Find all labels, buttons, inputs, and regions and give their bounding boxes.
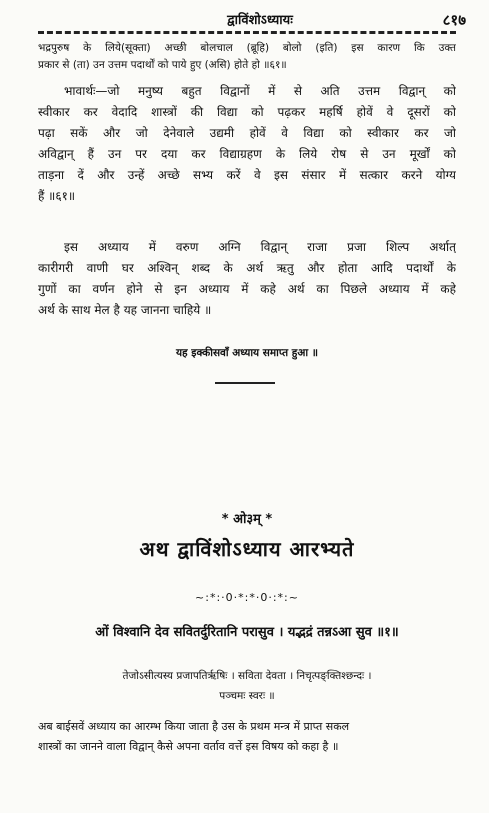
chapter-intro-paragraph: [38, 717, 456, 757]
text-line: भद्रपुरुष के लिये(सूक्ता) अच्छी बोलचाल (ब्रूहि) बोलो (इति) इस कारण कि उक्त: [38, 42, 456, 54]
text-line: इस अध्याय में वरुण अग्नि विद्वान् राजा प्रजा शिल्प अर्थात्: [64, 240, 456, 254]
text-line: हैं ॥६१॥: [38, 189, 76, 203]
verse-metadata-line: तेजोऽसीत्यस्य प्रजापतिर्ऋषिः । सविता देवता । निचृत्पङ्क्तिश्छन्दः ।: [122, 670, 372, 682]
page-number: ८१७: [442, 11, 466, 29]
text-line: अब बाईसवें अध्याय का आरम्भ किया जाता है उस के प्रथम मन्त्र में प्राप्त सकल: [38, 720, 350, 733]
text-line: अर्थ के साथ मेल है यह जानना चाहिये ॥: [38, 303, 212, 317]
mantra-verse: ओं विश्वानि देव सवितर्दुरितानि परासुव । यद्भद्रं तन्नऽआ सुव ॥१॥: [95, 625, 399, 640]
text-line: अविद्वान् हैं उन पर दया कर विद्याग्रहण के लिये रोष से उन मूर्खों को: [38, 147, 456, 161]
chapter-summary-paragraph: [38, 237, 456, 321]
text-line: ताड़ना दें और उन्हें अच्छे सभ्य करें वे इस संसार में सत्कार करने योग्य: [38, 168, 456, 182]
text-line: गुणों का वर्णन होने से इन अध्याय में कहे अर्थ का पिछले अध्याय में कहे: [38, 282, 456, 296]
ornament-divider: ~:*:·0·*:*·0·:*:~: [195, 591, 299, 604]
om-invocation: * ओ३म् *: [221, 512, 273, 527]
bhavartha-paragraph: [38, 81, 456, 207]
text-line: प्रकार से (ता) उन उत्तम पदार्थों को पाये हुए (असि) होते हो ॥६१॥: [38, 59, 287, 71]
text-line: स्वीकार कर वेदादि शास्त्रों की विद्या को पढ़कर महर्षि होवें वे दूसरों को: [38, 105, 456, 119]
text-line: भावार्थः—जो मनुष्य बहुत विद्वानों में से अति उत्तम विद्वान् को: [64, 84, 456, 98]
text-line: पढ़ा सकें और जो देनेवाले उद्यमी होवें वे विद्या को स्वीकार कर जो: [38, 126, 456, 140]
section-divider: [215, 382, 275, 384]
header-rule: [38, 31, 456, 34]
chapter-end-note: यह इक्कीसवाँ अध्याय समाप्त हुआ ॥: [175, 347, 319, 359]
verse-metadata-line: पञ्चमः स्वरः ॥: [219, 690, 275, 702]
text-line: शास्त्रों का जानने वाला विद्वान् कैसे अपना वर्ताव वर्त्ते इस विषय को कहा है ॥: [38, 740, 339, 753]
running-header-title: द्वाविंशोऽध्यायः: [227, 13, 293, 28]
chapter-title: अथ द्वाविंशोऽध्याय आरभ्यते: [139, 537, 355, 561]
text-line: कारीगरी वाणी घर अश्विन् शब्द के अर्थ ऋतु और होता आदि पदार्थों के: [38, 261, 456, 275]
verse-commentary-paragraph: [38, 40, 456, 74]
